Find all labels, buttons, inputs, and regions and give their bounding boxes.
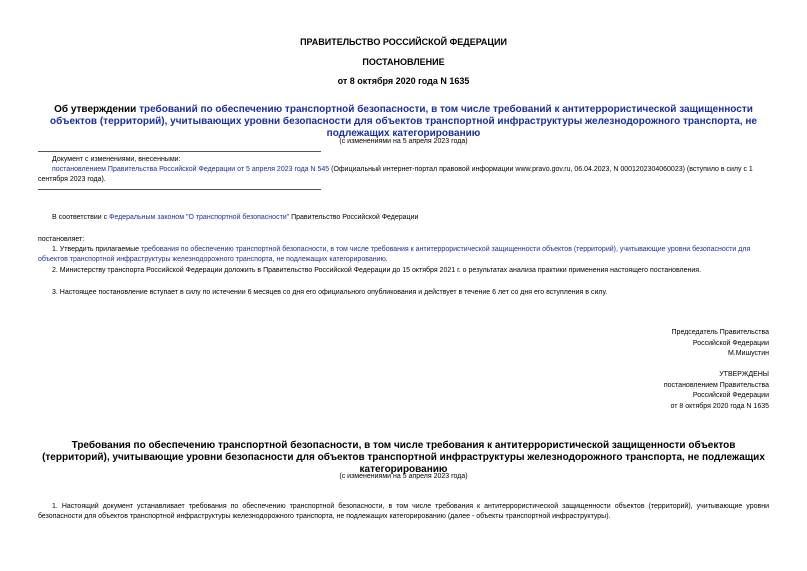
- signature-line-2: Российской Федерации: [692, 339, 769, 347]
- signature-line-3: М.Мишустин: [727, 350, 769, 357]
- changes-rest: (Официальный интернет-портал правовой информации www.pravo.gov.ru, 06.04.2023, N 0001202304060023) (вступило в силу с 1 сентября 2023 года).: [38, 166, 753, 183]
- requirements-link[interactable]: требования по обеспечению транспортной безопасности, в том числе требования к антитеррористической защищенности объектов (территорий), учитывающие уровни безопасности для объектов транспортной инфраструктуры железнодорожного транспорта, не подлежащих категорированию: [38, 246, 751, 263]
- government-header: ПРАВИТЕЛЬСТВО РОССИЙСКОЙ ФЕДЕРАЦИИ: [300, 37, 507, 47]
- signature-line-1: Председатель Правительства: [671, 329, 769, 336]
- changes-intro: Документ с изменениями, внесенными:: [52, 156, 181, 163]
- amendment-note-2: (с изменениями на 5 апреля 2023 года): [339, 473, 468, 480]
- doc-date-number: от 8 октября 2020 года N 1635: [337, 76, 470, 86]
- preamble-suffix: Правительство Российской Федерации: [289, 214, 419, 221]
- document-title: [38, 104, 769, 140]
- item-1: [38, 245, 769, 264]
- item-2: 2. Министерству транспорта Российской Федерации доложить в Правительство Российской Федерации до 15 октября 2021 г. о результатах анализа практики применения настоящего постановления.: [52, 267, 702, 274]
- title-prefix: Об утверждении: [54, 104, 140, 115]
- federal-law-link[interactable]: Федеральным законом "О транспортной безопасности": [109, 214, 290, 221]
- signature-block: [469, 328, 769, 359]
- changes-text: [38, 165, 769, 184]
- approved-line-4: от 8 октября 2020 года N 1635: [670, 402, 769, 410]
- decrees-word: постановляет:: [38, 236, 85, 243]
- approved-block: [469, 370, 769, 411]
- approved-line-1: УТВЕРЖДЕНЫ: [719, 371, 769, 378]
- preamble-prefix: В соответствии с: [52, 214, 110, 221]
- approved-line-2: постановлением Правительства: [663, 381, 769, 389]
- requirements-item-1: 1. Настоящий документ устанавливает требования по обеспечению транспортной безопасности, в том числе требования к антитеррористической защищенности объектов (территорий), учитывающие уровни безопасности для объектов транспортной инфраструктуры железнодорожного транспорта, не подлежащих категорированию (далее - объекты транспортной инфраструктуры).: [38, 503, 769, 520]
- item-1-prefix: 1. Утвердить прилагаемые: [52, 246, 141, 253]
- approved-line-3: Российской Федерации: [692, 392, 769, 399]
- amendment-note: (с изменениями на 5 апреля 2023 года): [339, 138, 468, 145]
- preamble: [52, 213, 767, 223]
- title-requirements-link[interactable]: требований по обеспечению транспортной безопасности, в том числе требований к антитеррористической защищенности объектов (территорий), учитывающих уровни безопасности для объектов транспортной инфраструктуры железнодорожного транспорта, не подлежащих категорированию: [50, 104, 757, 139]
- divider-bottom: [38, 189, 321, 190]
- amending-decree-link[interactable]: постановлением Правительства Российской Федерации от 5 апреля 2023 года N 545: [52, 166, 330, 173]
- item-3: 3. Настоящее постановление вступает в силу по истечении 6 месяцев со дня его официального опубликования и действует в течение 6 лет со дня его вступления в силу.: [52, 289, 608, 296]
- doc-type: ПОСТАНОВЛЕНИЕ: [362, 57, 445, 67]
- divider-top: [38, 151, 321, 152]
- item-1-suffix: .: [385, 255, 388, 263]
- requirements-title: Требования по обеспечению транспортной безопасности, в том числе требования к антитеррористической защищенности объектов (территорий), учитывающие уровни безопасности для объектов транспортной инфраструктуры железнодорожного транспорта, не подлежащих категорированию: [42, 440, 765, 475]
